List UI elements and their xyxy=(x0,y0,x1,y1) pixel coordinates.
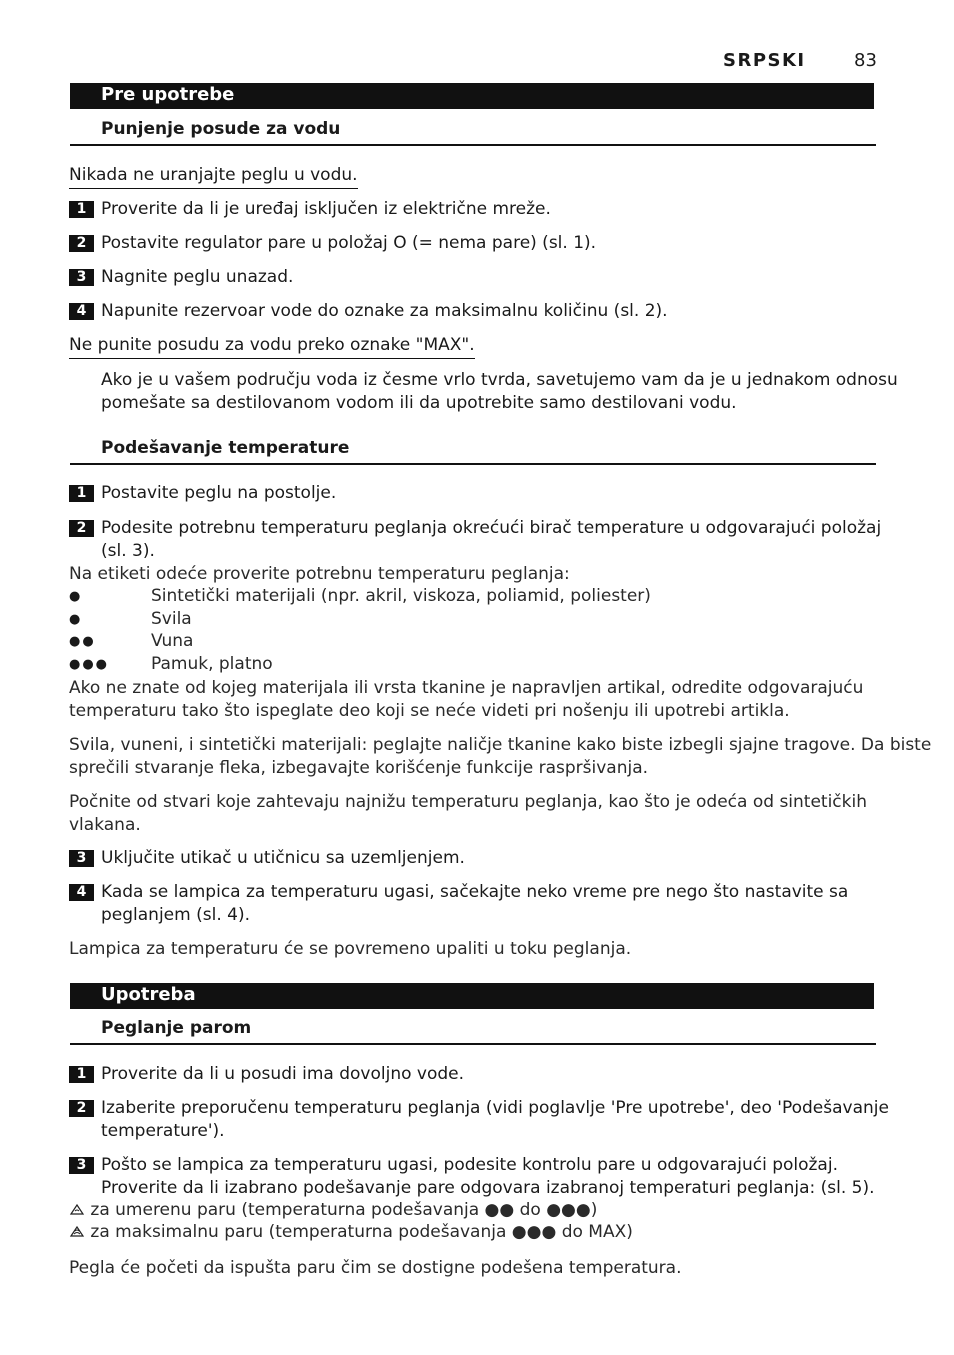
paragraph: Ako ne znate od kojeg materijala ili vrsta tkanine je napravljen artikal, odredite odgovarajuću xyxy=(69,678,864,698)
step-text: Postavite regulator pare u položaj O (= nema pare) (sl. 1). xyxy=(101,233,597,253)
step-text: Nagnite peglu unazad. xyxy=(101,267,294,287)
step-number: 4 xyxy=(69,303,94,320)
steam-moderate-text: za umerenu paru (temperaturna podešavanja ●● do ●●●) xyxy=(90,1200,598,1220)
steam-moderate-icon xyxy=(69,1202,85,1216)
divider xyxy=(70,463,876,465)
temperature-dots: ● xyxy=(69,589,83,604)
warning-text: Ne punite posudu za vodu preko oznake "MAX". xyxy=(69,335,475,359)
step-text: Kada se lampica za temperaturu ugasi, sačekajte neko vreme pre nego što nastavite sa xyxy=(101,882,849,902)
section-title: Upotreba xyxy=(101,984,196,1005)
subheading-punjenje: Punjenje posude za vodu xyxy=(101,119,341,139)
temperature-dots: ●●● xyxy=(69,657,110,672)
step-text: Uključite utikač u utičnicu sa uzemljenjem. xyxy=(101,848,465,868)
step-text: (sl. 3). xyxy=(101,541,155,561)
paragraph: Počnite od stvari koje zahtevaju najnižu temperaturu peglanja, kao što je odeća od sintetičkih xyxy=(69,792,867,812)
section-bar-pre-upotrebe xyxy=(70,83,874,109)
step-number: 1 xyxy=(69,201,94,218)
step-number: 2 xyxy=(69,1100,94,1117)
step-text: Napunite rezervoar vode do oznake za maksimalnu količinu (sl. 2). xyxy=(101,301,668,321)
steam-max-row xyxy=(69,1222,633,1242)
step-number: 3 xyxy=(69,269,94,286)
page-number: 83 xyxy=(854,50,877,71)
step-text: Proverite da li izabrano podešavanje pare odgovara izabranoj temperaturi peglanja: (sl. 5). xyxy=(101,1178,875,1198)
step-text: Podesite potrebnu temperaturu peglanja okrećući birač temperature u odgovarajući položaj xyxy=(101,518,882,538)
label-intro: Na etiketi odeće proverite potrebnu temperaturu peglanja: xyxy=(69,564,570,584)
step-text: Postavite peglu na postolje. xyxy=(101,483,337,503)
material-label: Svila xyxy=(151,609,192,629)
steam-max-icon xyxy=(69,1224,85,1238)
step-text: peglanjem (sl. 4). xyxy=(101,905,250,925)
step-number: 1 xyxy=(69,485,94,502)
section-title: Pre upotrebe xyxy=(101,84,235,105)
step-text: Izaberite preporučenu temperaturu peglanja (vidi poglavlje 'Pre upotrebe', deo 'Podešavanje xyxy=(101,1098,889,1118)
divider xyxy=(70,144,876,146)
step-text: Pošto se lampica za temperaturu ugasi, podesite kontrolu pare u odgovarajući položaj. xyxy=(101,1155,838,1175)
temperature-dots: ●● xyxy=(69,634,96,649)
section-bar-upotreba xyxy=(70,983,874,1009)
step-text: Proverite da li u posudi ima dovoljno vode. xyxy=(101,1064,465,1084)
note-text: Lampica za temperaturu će se povremeno upaliti u toku peglanja. xyxy=(69,939,632,959)
divider xyxy=(70,1043,876,1045)
step-text: temperature'). xyxy=(101,1121,225,1141)
language-label: SRPSKI xyxy=(723,50,806,71)
step-number: 3 xyxy=(69,850,94,867)
paragraph: temperaturu tako što ispeglate deo koji se neće videti pri nošenju ili upotrebi artikla. xyxy=(69,701,790,721)
tip-text: Ako je u vašem području voda iz česme vrlo tvrda, savetujemo vam da je u jednakom odnosu xyxy=(101,370,898,390)
final-note: Pegla će početi da ispušta paru čim se dostigne podešena temperatura. xyxy=(69,1258,682,1278)
material-label: Sintetički materijali (npr. akril, viskoza, poliamid, poliester) xyxy=(151,586,651,606)
tip-text: pomešate sa destilovanom vodom ili da upotrebite samo destilovani vodu. xyxy=(101,393,737,413)
paragraph: sprečili stvaranje fleka, izbegavajte korišćenje funkcije raspršivanja. xyxy=(69,758,649,778)
paragraph: vlakana. xyxy=(69,815,141,835)
material-label: Vuna xyxy=(151,631,194,651)
step-number: 1 xyxy=(69,1066,94,1083)
step-number: 4 xyxy=(69,884,94,901)
paragraph: Svila, vuneni, i sintetički materijali: peglajte naličje tkanine kako biste izbegli sjajne tragove. Da biste xyxy=(69,735,932,755)
step-number: 2 xyxy=(69,520,94,537)
warning-text: Nikada ne uranjajte peglu u vodu. xyxy=(69,165,358,189)
step-text: Proverite da li je uređaj isključen iz električne mreže. xyxy=(101,199,551,219)
subheading-temperature: Podešavanje temperature xyxy=(101,438,350,458)
subheading-peglanje-parom: Peglanje parom xyxy=(101,1018,252,1038)
step-number: 3 xyxy=(69,1157,94,1174)
steam-moderate-row xyxy=(69,1200,597,1220)
temperature-dots: ● xyxy=(69,612,83,627)
steam-max-text: za maksimalnu paru (temperaturna podešavanja ●●● do MAX) xyxy=(90,1222,633,1242)
material-label: Pamuk, platno xyxy=(151,654,273,674)
step-number: 2 xyxy=(69,235,94,252)
